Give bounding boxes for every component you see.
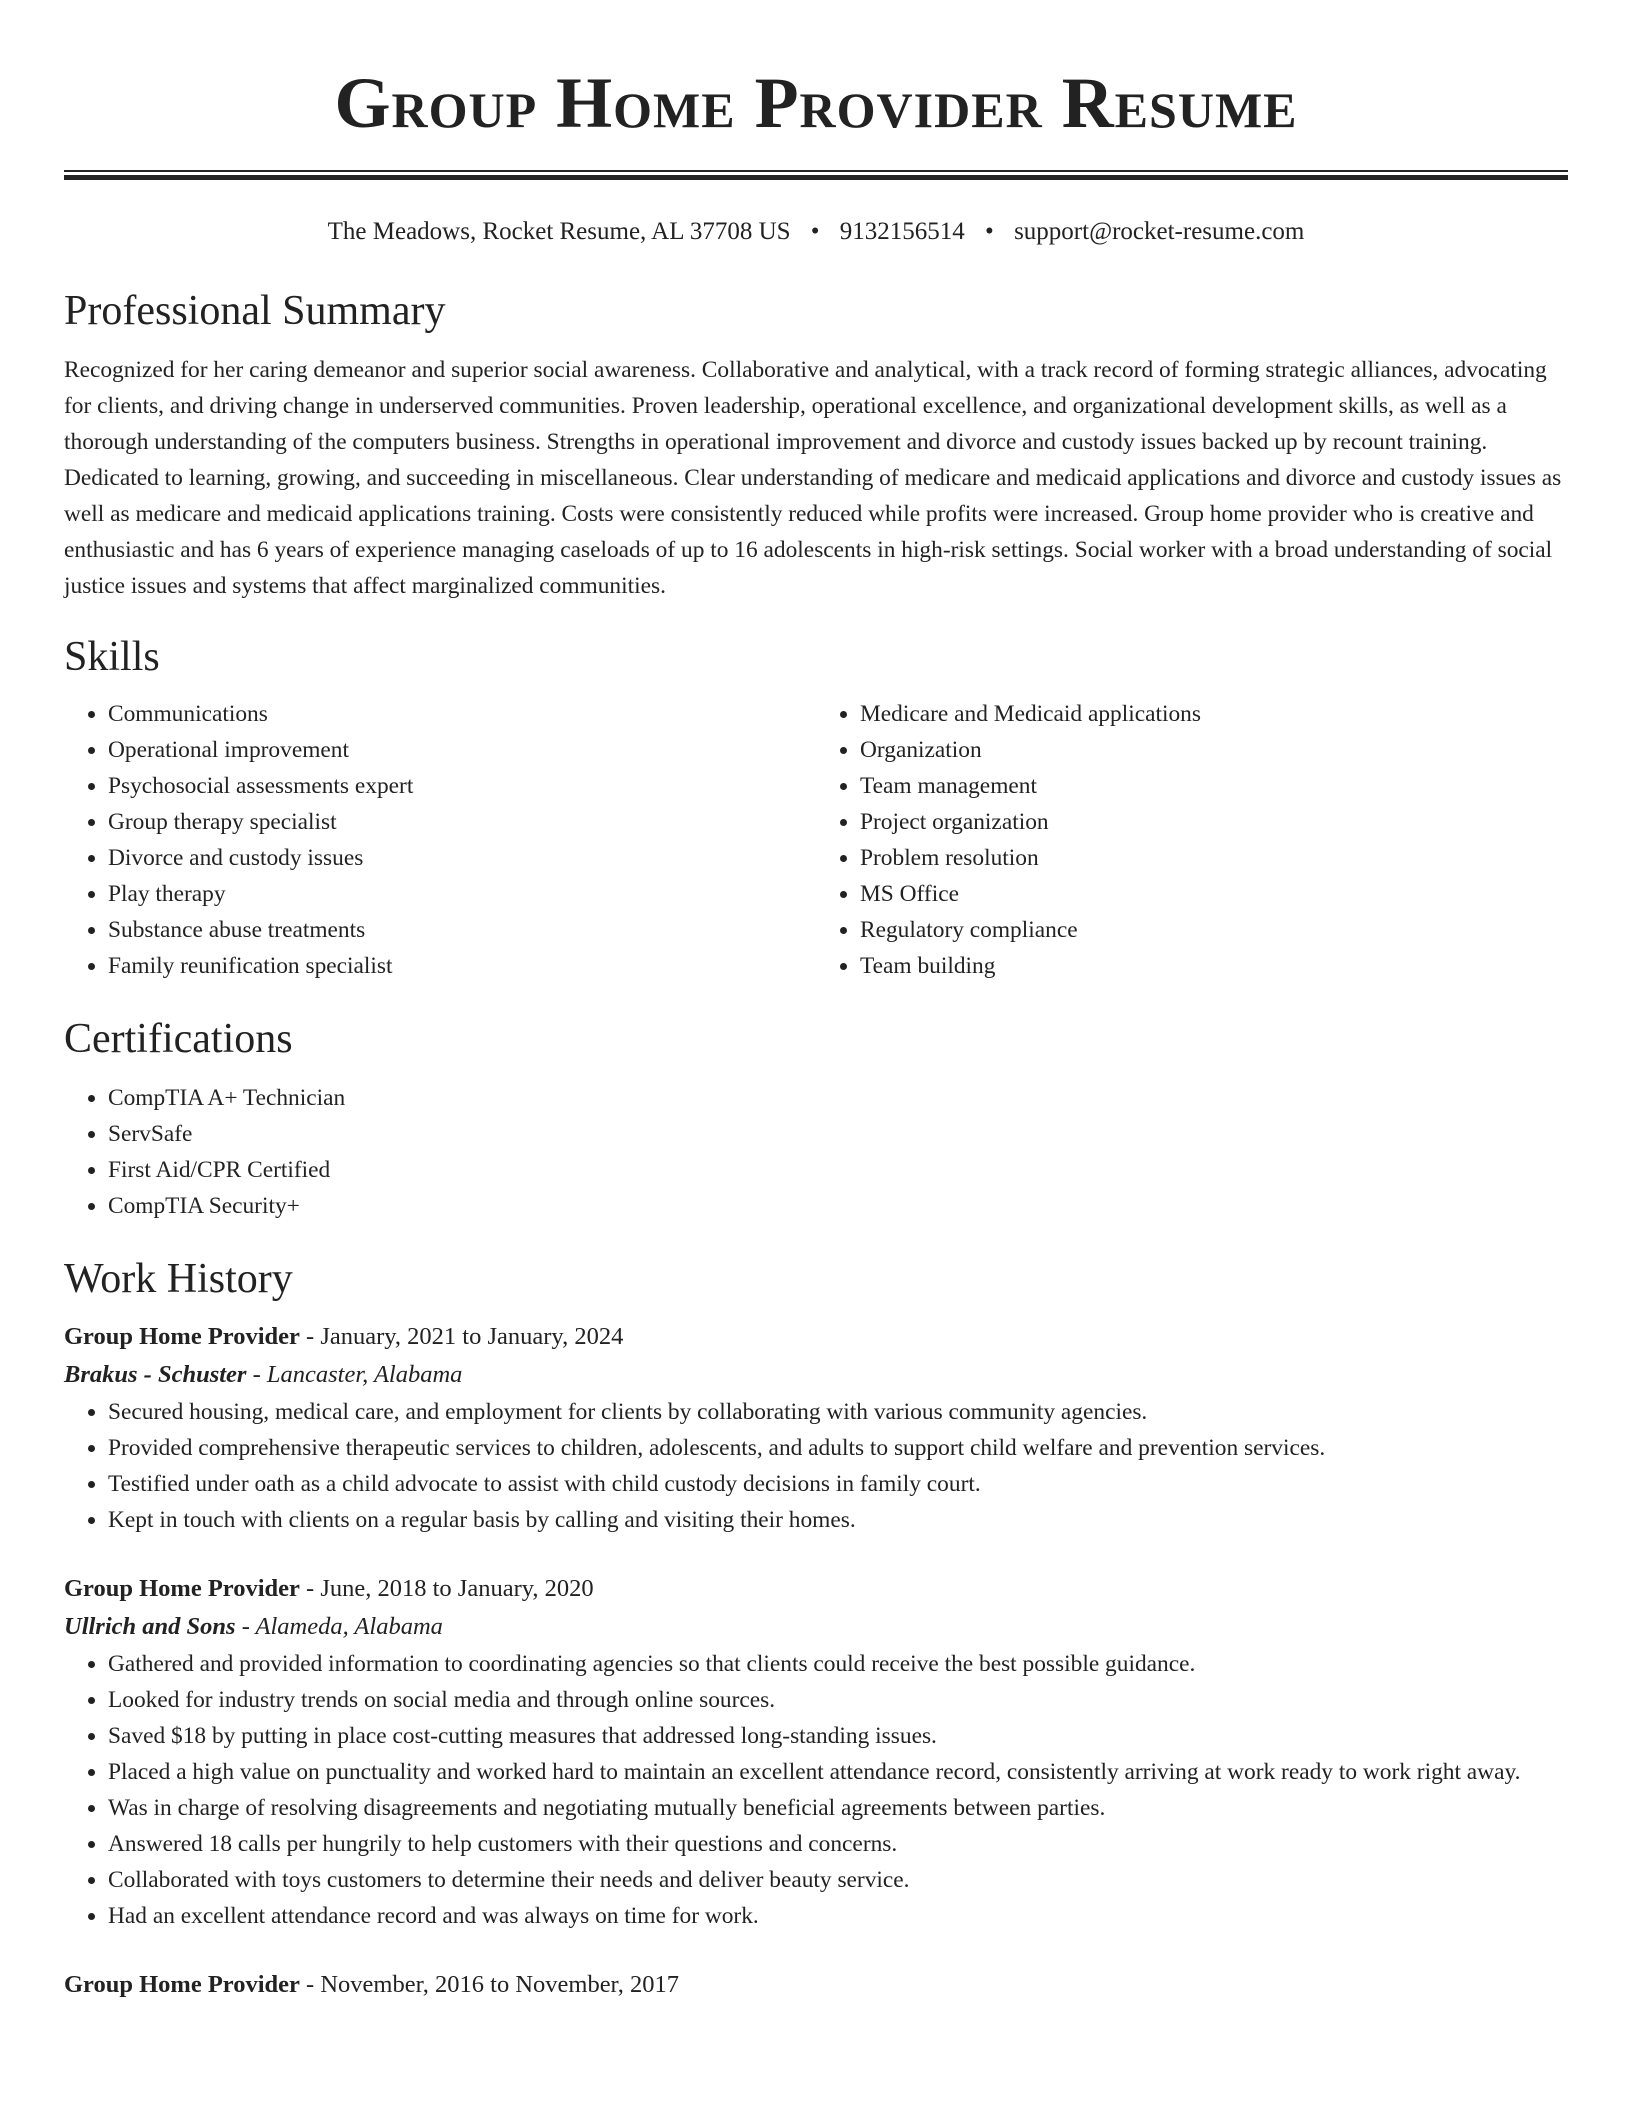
skill-item: • Communications xyxy=(108,696,816,732)
job-company-line xyxy=(64,1608,1568,1646)
skills-list-right xyxy=(816,696,1568,984)
skill-item: • Family reunification specialist xyxy=(108,948,816,984)
job-title-line xyxy=(64,1570,1568,1608)
skill-item: • Play therapy xyxy=(108,876,816,912)
skill-item: • Divorce and custody issues xyxy=(108,840,816,876)
skill-item: • Operational improvement xyxy=(108,732,816,768)
job-dates: - June, 2018 to January, 2020 xyxy=(299,1575,594,1602)
job-bullet: • Secured housing, medical care, and employment for clients by collaborating with various community agencies. xyxy=(108,1394,1568,1430)
job-bullet: • Collaborated with toys customers to determine their needs and deliver beauty service. xyxy=(108,1862,1568,1898)
job-title-line xyxy=(64,1318,1568,1356)
skill-item: • Organization xyxy=(860,732,1568,768)
job-bullet: • Placed a high value on punctuality and worked hard to maintain an excellent attendance record, consistently arriving at work ready to work right away. xyxy=(108,1754,1568,1790)
job-bullet: • Was in charge of resolving disagreements and negotiating mutually beneficial agreements between parties. xyxy=(108,1790,1568,1826)
job-title: Group Home Provider xyxy=(64,1971,300,1998)
skill-item: • Team management xyxy=(860,768,1568,804)
contact-address: The Meadows, Rocket Resume, AL 37708 US xyxy=(327,218,791,245)
job-title-line xyxy=(64,1966,1568,2004)
job-dates: - November, 2016 to November, 2017 xyxy=(299,1971,679,1998)
job-bullet: • Testified under oath as a child advocate to assist with child custody decisions in family court. xyxy=(108,1466,1568,1502)
skills-grid xyxy=(64,696,1568,984)
skill-item: • Team building xyxy=(860,948,1568,984)
skill-item: • Problem resolution xyxy=(860,840,1568,876)
skill-item: • Group therapy specialist xyxy=(108,804,816,840)
job-bullet: • Had an excellent attendance record and was always on time for work. xyxy=(108,1898,1568,1934)
job-company: Brakus - Schuster xyxy=(64,1361,247,1388)
skill-item: • Psychosocial assessments expert xyxy=(108,768,816,804)
skill-item: • Regulatory compliance xyxy=(860,912,1568,948)
job-bullet: • Kept in touch with clients on a regular basis by calling and visiting their homes. xyxy=(108,1502,1568,1538)
job-location: - Lancaster, Alabama xyxy=(246,1361,463,1388)
contact-separator: • xyxy=(810,218,820,245)
certifications-list xyxy=(64,1080,1568,1224)
certification-item: • CompTIA Security+ xyxy=(108,1188,1568,1224)
job-bullet: • Provided comprehensive therapeutic services to children, adolescents, and adults to support child welfare and prevention services. xyxy=(108,1430,1568,1466)
contact-phone: 9132156514 xyxy=(839,218,965,245)
resume-title: Group Home Provider Resume xyxy=(334,63,1298,143)
contact-separator: • xyxy=(985,218,994,245)
job-company: Ullrich and Sons xyxy=(64,1613,236,1640)
certification-item: • CompTIA A+ Technician xyxy=(108,1080,1568,1116)
job-title: Group Home Provider xyxy=(64,1575,300,1602)
certification-item: • ServSafe xyxy=(108,1116,1568,1152)
skills-list-left xyxy=(64,696,816,984)
job-company-line xyxy=(64,1356,1568,1394)
job-entry xyxy=(64,1966,1568,2004)
job-bullet: • Answered 18 calls per hungrily to help customers with their questions and concerns. xyxy=(108,1826,1568,1862)
job-entry xyxy=(64,1570,1568,1934)
summary-text: Recognized for her caring demeanor and superior social awareness. Collaborative and analytical, with a track record of forming strategic alliances, advocating for clients, and driving change in underserved communities. Proven leadership, operational excellence, and organizational development skills, as well as a thorough understanding of the computers business. Strengths in operational improvement and divorce and custody issues backed up by recount training. Dedicated to learning, growing, and succeeding in miscellaneous. Clear understanding of medicare and medicaid applications and divorce and custody issues as well as medicare and medicaid applications training. Costs were consistently reduced while profits were increased. Group home provider who is creative and enthusiastic and has 6 years of experience managing caseloads of up to 16 adolescents in high-risk settings. Social worker with a broad understanding of social justice issues and systems that affect marginalized communities. xyxy=(64,357,1562,599)
summary-heading: Professional Summary xyxy=(64,288,446,334)
contact-line xyxy=(64,216,1568,248)
certification-item: • First Aid/CPR Certified xyxy=(108,1152,1568,1188)
job-location: - Alameda, Alabama xyxy=(235,1613,443,1640)
job-title: Group Home Provider xyxy=(64,1323,300,1350)
job-entry xyxy=(64,1318,1568,1538)
title-divider xyxy=(64,170,1568,180)
job-bullet-list xyxy=(64,1394,1568,1538)
certifications-heading: Certifications xyxy=(64,1016,293,1062)
skill-item: • Medicare and Medicaid applications xyxy=(860,696,1568,732)
job-bullet: • Looked for industry trends on social media and through online sources. xyxy=(108,1682,1568,1718)
skills-heading: Skills xyxy=(64,634,160,680)
job-bullet: • Saved $18 by putting in place cost-cutting measures that addressed long-standing issues. xyxy=(108,1718,1568,1754)
skill-item: • Substance abuse treatments xyxy=(108,912,816,948)
contact-email: support@rocket-resume.com xyxy=(1014,218,1305,245)
job-bullet: • Gathered and provided information to coordinating agencies so that clients could receive the best possible guidance. xyxy=(108,1646,1568,1682)
job-bullet-list xyxy=(64,1646,1568,1934)
skill-item: • Project organization xyxy=(860,804,1568,840)
job-dates: - January, 2021 to January, 2024 xyxy=(299,1323,624,1350)
skill-item: • MS Office xyxy=(860,876,1568,912)
work-history-heading: Work History xyxy=(64,1256,293,1302)
